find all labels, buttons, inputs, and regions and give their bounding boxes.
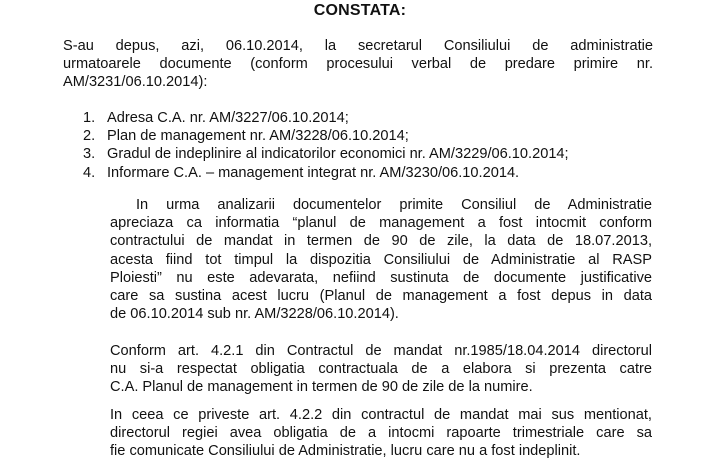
- list-item-text: Informare C.A. – management integrat nr. AM/3230/06.10.2014.: [107, 164, 520, 181]
- analysis-paragraph: [110, 196, 652, 323]
- paragraph-line: C.A. Planul de management in termen de 90 de zile de la numire.: [110, 379, 533, 396]
- list-item: [83, 127, 569, 145]
- list-item: [83, 145, 569, 163]
- paragraph-line: fie comunicate Consiliului de Administratie, lucru care nu a fost indeplinit.: [110, 443, 581, 460]
- paragraph-line: de 06.10.2014 sub nr. AM/3228/06.10.2014).: [110, 306, 399, 323]
- contract-article-paragraph: [110, 342, 652, 397]
- document-list: [83, 109, 569, 182]
- paragraph-line: nu si-a respectat obligatia contractuala de a elabora si prezenta catre: [110, 361, 652, 378]
- paragraph-line: acesta fiind tot timpul la dispozitia Consiliului de Administratie al RASP: [110, 251, 652, 268]
- intro-line: urmatoarele documente (conform procesului verbal de predare primire nr.: [63, 56, 653, 73]
- list-item: [83, 109, 569, 127]
- paragraph-line: apreciaza ca informatia “planul de management a fost intocmit conform: [110, 215, 652, 232]
- paragraph-line: Ploiesti” nu este adevarata, nefiind sustinuta de documente justificative: [110, 269, 652, 286]
- paragraph-line: Conform art. 4.2.1 din Contractul de mandat nr.1985/18.04.2014 directorul: [110, 343, 652, 359]
- list-item-text: Adresa C.A. nr. AM/3227/06.10.2014;: [107, 110, 349, 126]
- paragraph-line: contractului de mandat in termen de 90 de zile, la data de 18.07.2013,: [110, 233, 652, 250]
- list-item-number: 1.: [83, 110, 96, 126]
- paragraph-line: directorul regiei avea obligatia de a intocmi rapoarte trimestriale care sa: [110, 425, 652, 442]
- section-heading: CONSTATA:: [313, 2, 407, 19]
- intro-paragraph: [63, 37, 653, 92]
- paragraph-line: In urma analizarii documentelor primite Consiliul de Administratie: [136, 197, 652, 213]
- list-item-text: Plan de management nr. AM/3228/06.10.2014;: [107, 128, 409, 145]
- list-item-text: Gradul de indeplinire al indicatorilor economici nr. AM/3229/06.10.2014;: [107, 146, 569, 163]
- list-item-number: 4.: [83, 164, 96, 181]
- paragraph-line: care sa sustina acest lucru (Planul de management a fost depus in data: [110, 288, 652, 305]
- list-item: [83, 164, 569, 182]
- list-item-number: 2.: [83, 128, 96, 145]
- intro-line: S-au depus, azi, 06.10.2014, la secretarul Consiliului de administratie: [63, 38, 653, 54]
- reports-paragraph: [110, 406, 652, 461]
- list-item-number: 3.: [83, 146, 96, 163]
- intro-line: AM/3231/06.10.2014):: [63, 74, 208, 91]
- paragraph-line: In ceea ce priveste art. 4.2.2 din contractul de mandat mai sus mentionat,: [110, 407, 652, 423]
